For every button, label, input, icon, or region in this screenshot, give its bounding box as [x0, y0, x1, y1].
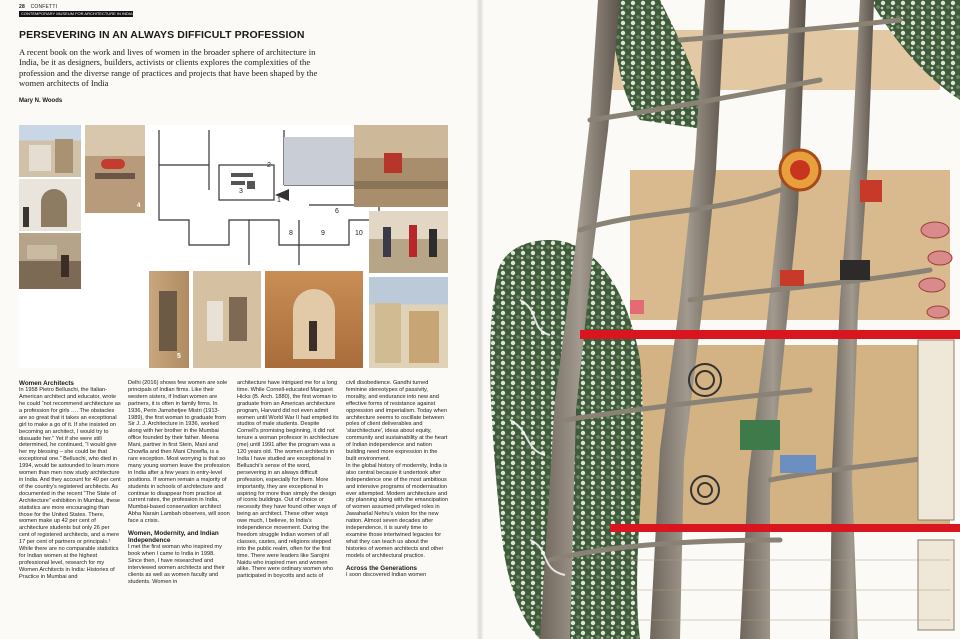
section-name: CONFETTI [30, 4, 58, 10]
body-column-2 [128, 380, 230, 586]
body-column-4 [346, 380, 448, 579]
spread-gutter-shadow [476, 0, 484, 639]
column-3-text: architecture have intrigued me for a long time. While Cornell-educated Margaret Hicks (B. Arch. 1880), the first woman to graduate from an American architecture program, Harvard did not even admit women until World War II had emptied its studios of male students. Despite Cornell’s promising beginning, it did not tenure a woman professor in architecture (me) until 1991 after the program was a 120 years old. The women architects in India I have studied are exceptional in Belluschi’s sense of the word, persevering in an always difficult profession, especially for them. More importantly, they are exceptional in aspiring for more than simply the design of iconic buildings. Out of choice or necessity they have found other ways of being an architect. These other ways owe much, I believe, to India’s independence movement. During the freedom struggle Indian women of all classes, castes, and religions stepped into the public realm, often for the first time. There were leaders like Sarojini Naidu who inspired men and women alike. There were ordinary women who participated in boycotts and acts of [237, 380, 339, 580]
article-standfirst: A recent book on the work and lives of women in the broader sphere of architecture in India, be it as designers, builders, activists or clients explores the complexities of the profession and the diverse range of practices and projects that have been shaped by the women architects of India [19, 47, 318, 89]
photo-pillar-doorway [149, 271, 189, 368]
subhead-women-architects: Women Architects [19, 380, 74, 387]
floor-plan-svg [149, 125, 384, 267]
article-byline: Mary N. Woods [19, 98, 63, 104]
column-2-text: Delhi (2016) shows few women are sole principals of Indian firms. Like their western sisters, if Indian women are partners, it is often in family firms. In 1936, Perin Jamshetjee Mistri (1913-1989), the first woman to graduate from Sir J. J. Architecture in 1936, worked along with her brother in the Mumbai office founded by their father. Meena Mani, partner in first Stein, Mani and Chowfla and then Mani Chowfla, is a rare exception. Most worrying is that so many young women leave the profession in India after a few years in entry-level positions. If women remain a majority of students in schools of architecture and continue to disappear from practice at current rates, the profession in India, Mumbai-based conservation architect Abha Narain Lambah observes, will soon face a crisis. [128, 380, 230, 525]
floor-plan-drawing [149, 125, 384, 267]
subhead-across-generations: Across the Generations [346, 564, 418, 572]
photo-men-seated [193, 271, 261, 368]
column-2-text-2: I met the first woman who inspired my book when I came to India in 1998. Since then, I have researched and interviewed women architects and their clients as well as women faculty and students. Women in [128, 544, 225, 585]
plan-label-6: 6 [335, 208, 339, 215]
right-page [480, 0, 960, 639]
photo-collage [19, 125, 448, 368]
photo-courtyard-arch [265, 271, 363, 368]
column-4-text-2: In the global history of modernity, India is also central because it undertook after independence one of the most ambitious and intensive programs of modernisation ever attempted. Modern architecture and city planning along with the emancipation of women assumed privileged roles in Jawaharlal Nehru’s vision for the new nation. Almost seven decades after independence, it is surely time to examine those intertwined legacies for what they can teach us about the histories of women architects and other models of architectural practice. [346, 462, 448, 559]
collage-number-4: 4 [137, 203, 141, 209]
photo-boys-group [369, 211, 448, 273]
collage-number-5: 5 [177, 353, 181, 360]
column-4-text: civil disobedience. Gandhi turned feminine stereotypes of passivity, morality, and endurance into new and effective forms of resistance against oppression and imperialism. Today when architecture seems to oscillate between poles of client deliverables and ‘starchitecture’, ideas about equity, community and sustainability at the heart of Indian independence and nation building need more expression in the built environment. [346, 380, 448, 462]
page-number: 28 [19, 4, 25, 10]
column-4-text-3: I soon discovered Indian women [346, 571, 427, 578]
column-1-text: In 1958 Pietro Belluschi, the Italian-American architect and educator, wrote he could “not recommend architecture as a profession for girls …. The obstacles are so great that it takes an exceptional girl to make a go of it. If she insisted on becoming an architect, I would try to dissuade her.” Yet if she were still determined, he continued, “I would give her my blessing – she could be that exceptional one.” Belluschi, who died in 1994, would be astounded to learn more women than men now study architecture in India. And they account for 40 per cent of the country’s registered architects. As documented in the recent “The State of Architecture” exhibition in Mumbai, these statistics are more encouraging than those for the United States. There, women make up 42 per cent of architecture students but only 26 per cent of registered architects, and a mere 17 per cent of partners or principals.¹ While there are no comparable statistics for Indian women at the highest professional level, research for my Women Architects in India: Histories of Practice in Mumbai and [19, 387, 121, 580]
plan-label-10: 10 [355, 230, 363, 237]
plan-label-2: 2 [267, 162, 271, 169]
plan-label-3: 3 [239, 188, 243, 195]
section-bar: CONTEMPORARY MUSEUM FOR ARCHITECTURE IN INDIA [21, 11, 133, 16]
tree-artwork [480, 0, 960, 639]
photo-street-market [19, 233, 81, 289]
running-head-left [19, 4, 57, 10]
photo-lane-buildings [369, 277, 448, 368]
photo-stone-steps [354, 125, 448, 207]
plan-label-1: 1 [277, 197, 281, 204]
photo-courtyard-stairs [19, 125, 81, 177]
photo-children-playing [85, 125, 145, 213]
photo-arched-doorway [19, 179, 81, 231]
plan-label-9: 9 [321, 230, 325, 237]
body-column-3 [237, 380, 339, 580]
plan-label-8: 8 [289, 230, 293, 237]
subhead-women-modernity: Women, Modernity, and Indian Independence [128, 530, 219, 545]
body-column-1 [19, 380, 121, 581]
article-headline: PERSEVERING IN AN ALWAYS DIFFICULT PROFESSION [19, 29, 305, 41]
